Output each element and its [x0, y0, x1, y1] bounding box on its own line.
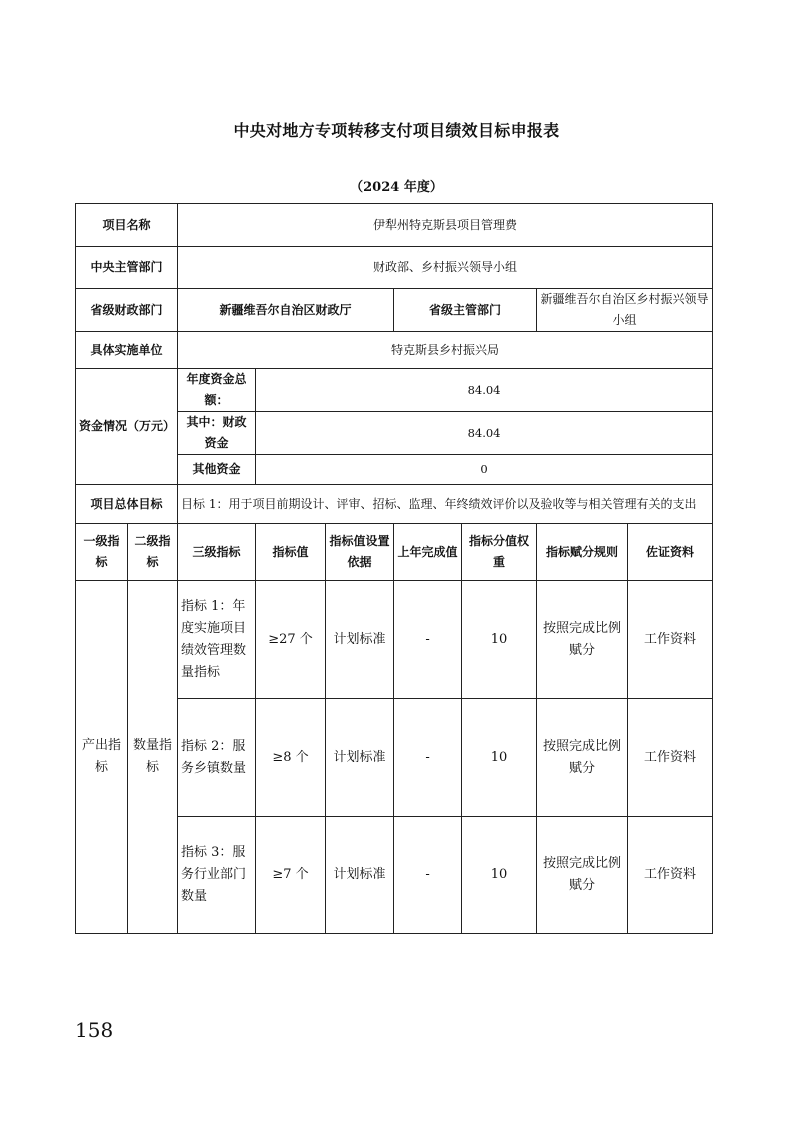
indicator-last-year: - — [394, 581, 462, 699]
indicator-rule: 按照完成比例赋分 — [537, 699, 628, 817]
indicator-value: ≥27 个 — [256, 581, 326, 699]
indicator-last-year: - — [394, 817, 462, 934]
page-number: 158 — [75, 1018, 114, 1042]
header-rule: 指标赋分规则 — [537, 524, 628, 581]
table-row — [76, 581, 713, 699]
header-weight: 指标分值权重 — [462, 524, 537, 581]
provincial-finance-label: 省级财政部门 — [76, 289, 178, 332]
provincial-dept-label: 省级主管部门 — [394, 289, 537, 332]
funds-fiscal-label: 其中：财政资金 — [178, 412, 256, 455]
impl-unit-value: 特克斯县乡村振兴局 — [178, 332, 713, 369]
indicator-name: 指标 2：服务乡镇数量 — [178, 699, 256, 817]
project-name-value: 伊犁州特克斯县项目管理费 — [178, 204, 713, 247]
indicator-evidence: 工作资料 — [628, 699, 713, 817]
indicator-value: ≥8 个 — [256, 699, 326, 817]
provincial-dept-value: 新疆维吾尔自治区乡村振兴领导小组 — [537, 289, 713, 332]
indicator-rule: 按照完成比例赋分 — [537, 817, 628, 934]
indicator-value: ≥7 个 — [256, 817, 326, 934]
indicator-name: 指标 1：年度实施项目绩效管理数量指标 — [178, 581, 256, 699]
indicator-name: 指标 3：服务行业部门数量 — [178, 817, 256, 934]
level2-indicator: 数量指标 — [128, 581, 178, 934]
row-provincial — [76, 289, 713, 332]
row-funds-total — [76, 369, 713, 412]
indicator-basis: 计划标准 — [326, 817, 394, 934]
header-value: 指标值 — [256, 524, 326, 581]
funds-other-label: 其他资金 — [178, 455, 256, 485]
impl-unit-label: 具体实施单位 — [76, 332, 178, 369]
overall-goal-label: 项目总体目标 — [76, 485, 178, 524]
central-dept-value: 财政部、乡村振兴领导小组 — [178, 247, 713, 289]
level1-indicator: 产出指标 — [76, 581, 128, 934]
funds-total-value: 84.04 — [256, 369, 713, 412]
header-basis: 指标值设置依据 — [326, 524, 394, 581]
row-overall-goal — [76, 485, 713, 524]
funds-total-label: 年度资金总额： — [178, 369, 256, 412]
header-level1: 一级指标 — [76, 524, 128, 581]
indicator-weight: 10 — [462, 581, 537, 699]
funds-fiscal-value: 84.04 — [256, 412, 713, 455]
row-impl-unit — [76, 332, 713, 369]
indicator-evidence: 工作资料 — [628, 581, 713, 699]
provincial-finance-value: 新疆维吾尔自治区财政厅 — [178, 289, 394, 332]
funds-label: 资金情况（万元） — [76, 369, 178, 485]
overall-goal-value: 目标 1：用于项目前期设计、评审、招标、监理、年终绩效评价以及验收等与相关管理有关的支出 — [178, 485, 713, 524]
funds-other-value: 0 — [256, 455, 713, 485]
row-project-name — [76, 204, 713, 247]
row-central-dept — [76, 247, 713, 289]
header-level3: 三级指标 — [178, 524, 256, 581]
central-dept-label: 中央主管部门 — [76, 247, 178, 289]
row-indicator-headers — [76, 524, 713, 581]
indicator-basis: 计划标准 — [326, 699, 394, 817]
indicator-evidence: 工作资料 — [628, 817, 713, 934]
indicator-weight: 10 — [462, 699, 537, 817]
indicator-basis: 计划标准 — [326, 581, 394, 699]
header-evidence: 佐证资料 — [628, 524, 713, 581]
indicator-rule: 按照完成比例赋分 — [537, 581, 628, 699]
indicator-last-year: - — [394, 699, 462, 817]
indicator-weight: 10 — [462, 817, 537, 934]
project-name-label: 项目名称 — [76, 204, 178, 247]
header-level2: 二级指标 — [128, 524, 178, 581]
header-last-year: 上年完成值 — [394, 524, 462, 581]
performance-goal-table — [75, 203, 713, 934]
document-year: （2024 年度） — [350, 180, 443, 195]
document-title: 中央对地方专项转移支付项目绩效目标申报表 — [233, 121, 560, 140]
